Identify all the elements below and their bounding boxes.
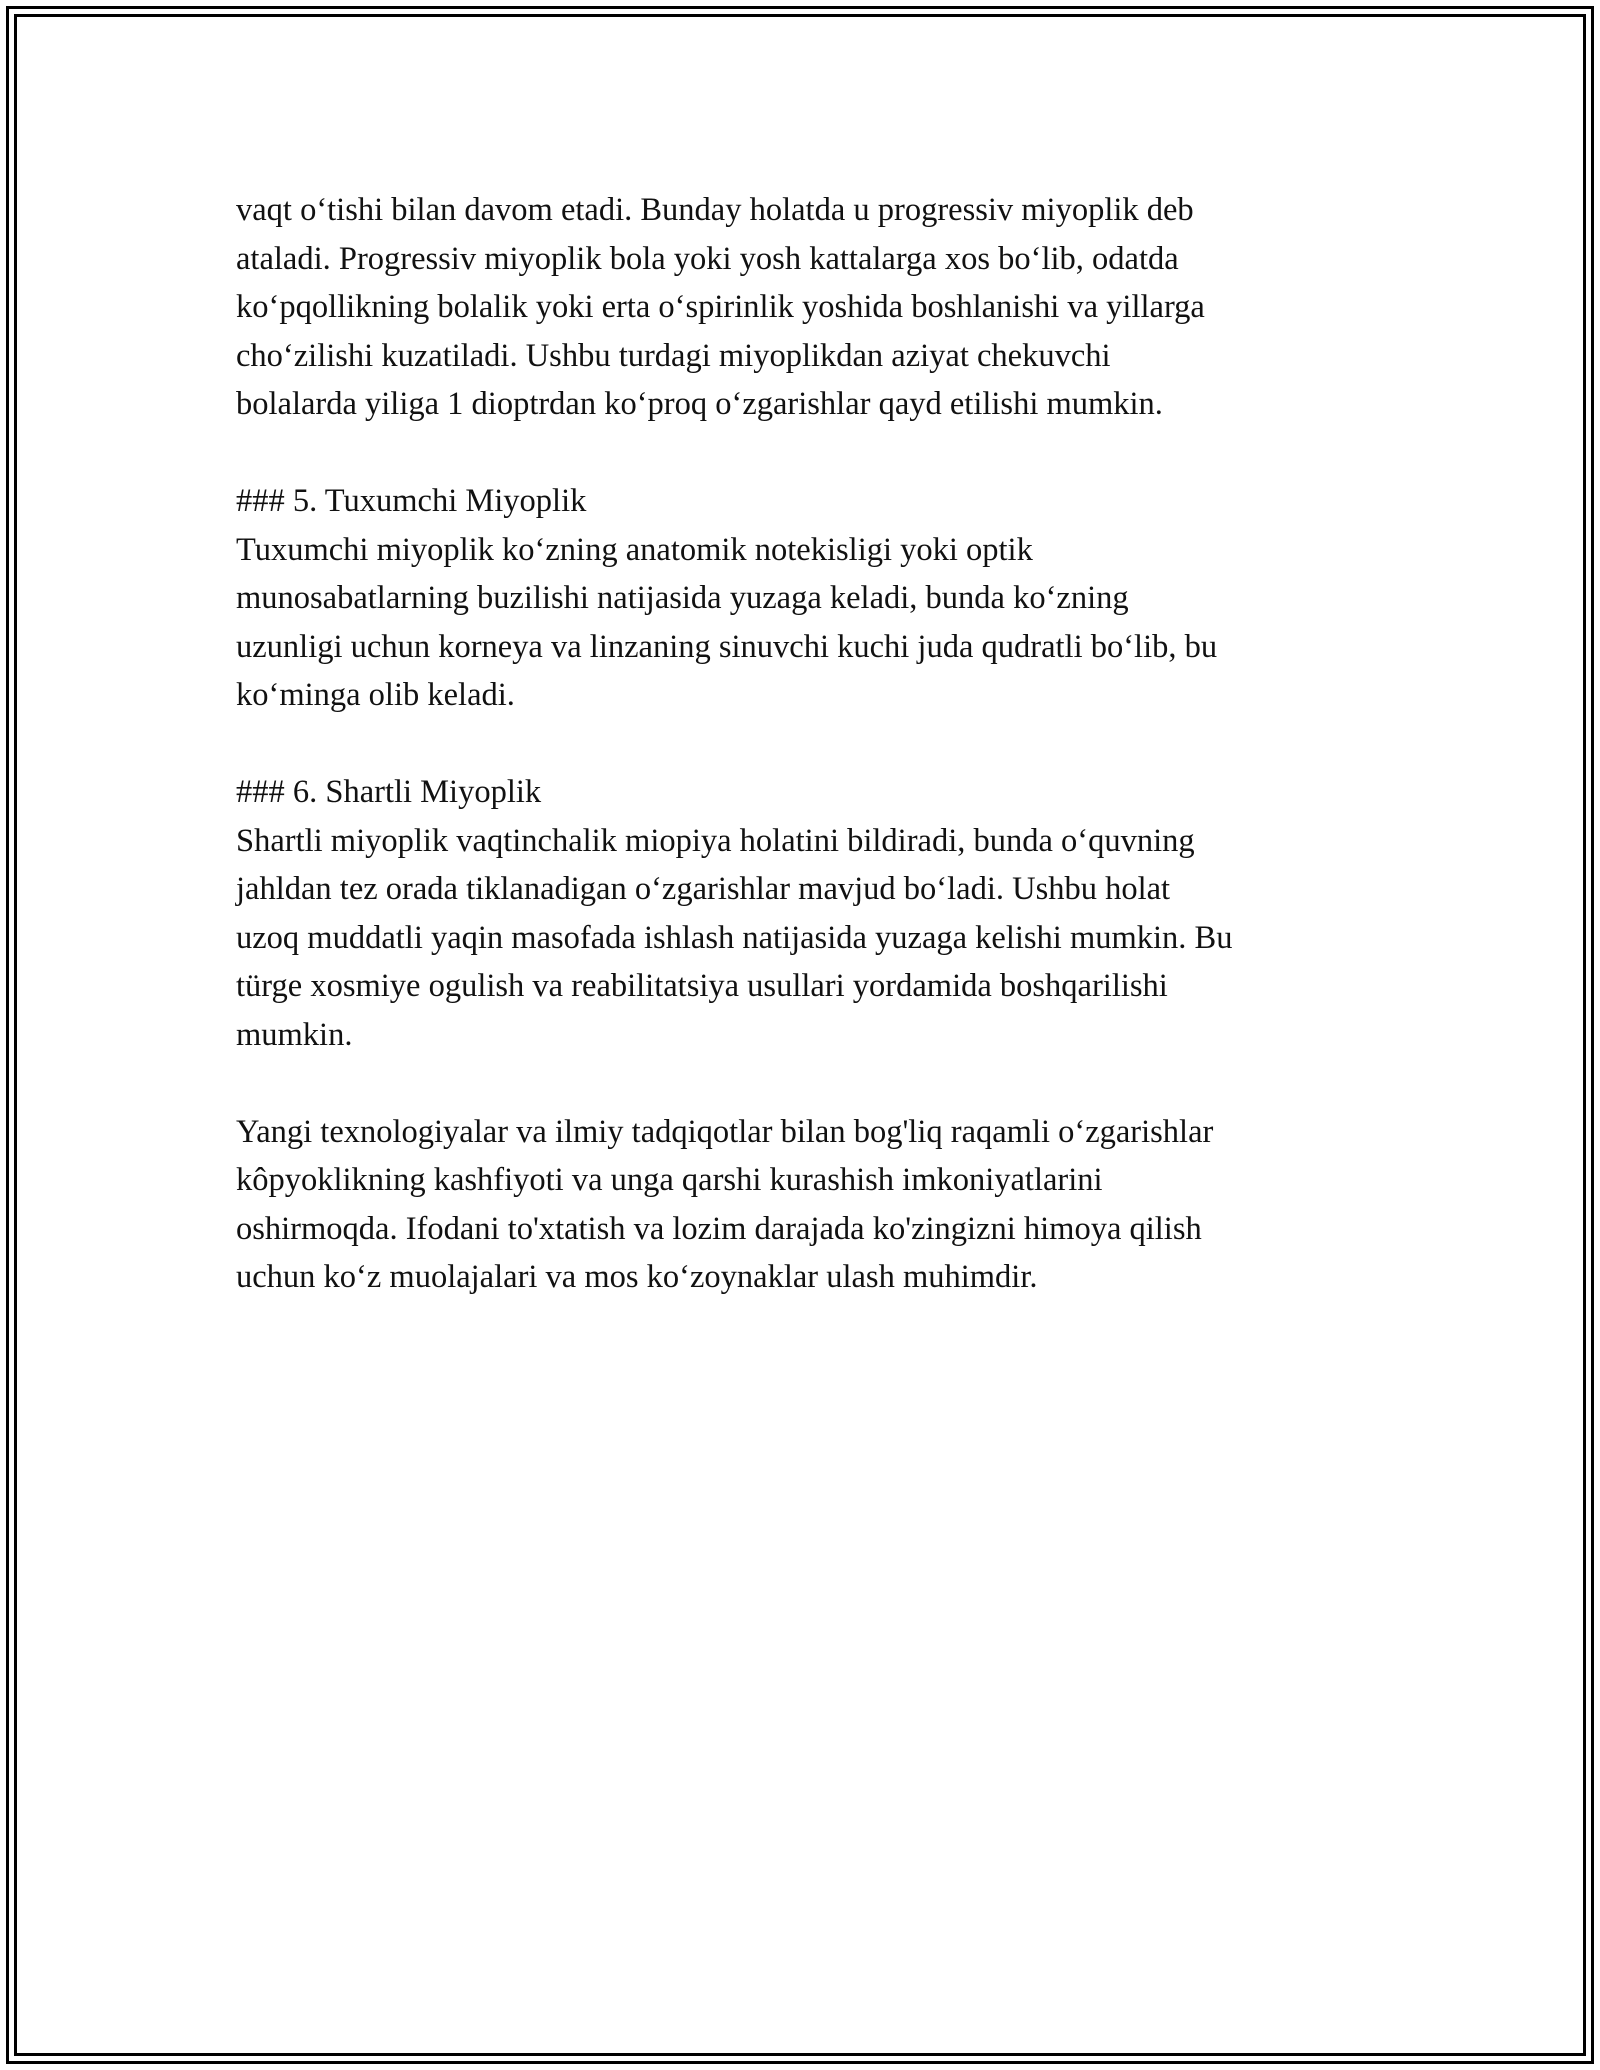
text-line: Shartli miyoplik vaqtinchalik miopiya holatini bildiradi, bunda o‘quvning xyxy=(236,822,1195,859)
text-line: ataladi. Progressiv miyoplik bola yoki yosh kattalarga xos bo‘lib, odatda xyxy=(236,240,1179,277)
section-heading: ### 6. Shartli Miyoplik xyxy=(236,774,542,810)
text-line: oshirmoqda. Ifodani to'xtatish va lozim darajada ko'zingizni himoya qilish xyxy=(236,1210,1202,1247)
text-line: bolalarda yiliga 1 dioptrdan ko‘proq o‘zgarishlar qayd etilishi mumkin. xyxy=(236,386,1163,422)
paragraph-progressive-myopia xyxy=(236,186,1366,429)
section-shartli-miyoplik xyxy=(236,768,1366,1059)
text-line: vaqt o‘tishi bilan davom etadi. Bunday holatda u progressiv miyoplik deb xyxy=(236,192,1194,228)
text-line: kôpyoklikning kashfiyoti va unga qarshi kurashish imkoniyatlarini xyxy=(236,1162,1103,1198)
text-line: türge xosmiye ogulish va reabilitatsiya usullari yordamida boshqarilishi xyxy=(236,968,1168,1004)
section-heading: ### 5. Tuxumchi Miyoplik xyxy=(236,483,587,519)
text-line: Tuxumchi miyoplik ko‘zning anatomik notekisligi yoki optik xyxy=(236,531,1033,568)
text-line: uzoq muddatli yaqin masofada ishlash natijasida yuzaga kelishi mumkin. Bu xyxy=(236,919,1233,956)
text-line: ko‘minga olib keladi. xyxy=(236,677,515,713)
text-line: jahldan tez orada tiklanadigan o‘zgarishlar mavjud bo‘ladi. Ushbu holat xyxy=(236,871,1171,907)
text-line: uchun ko‘z muolajalari va mos ko‘zoynaklar ulash muhimdir. xyxy=(236,1259,1038,1295)
text-line: ko‘pqollikning bolalik yoki erta o‘spirinlik yoshida boshlanishi va yillarga xyxy=(236,289,1205,325)
text-line: cho‘zilishi kuzatiladi. Ushbu turdagi miyoplikdan aziyat chekuvchi xyxy=(236,337,1111,374)
text-line: munosabatlarning buzilishi natijasida yuzaga keladi, bunda ko‘zning xyxy=(236,580,1129,616)
document-body xyxy=(236,186,1366,1350)
text-line: mumkin. xyxy=(236,1016,353,1053)
paragraph-conclusion xyxy=(236,1108,1366,1302)
section-tuxumchi-miyoplik xyxy=(236,477,1366,720)
text-line: Yangi texnologiyalar va ilmiy tadqiqotlar bilan bog'liq raqamli o‘zgarishlar xyxy=(236,1113,1214,1150)
text-line: uzunligi uchun korneya va linzaning sinuvchi kuchi juda qudratli bo‘lib, bu xyxy=(236,628,1218,665)
